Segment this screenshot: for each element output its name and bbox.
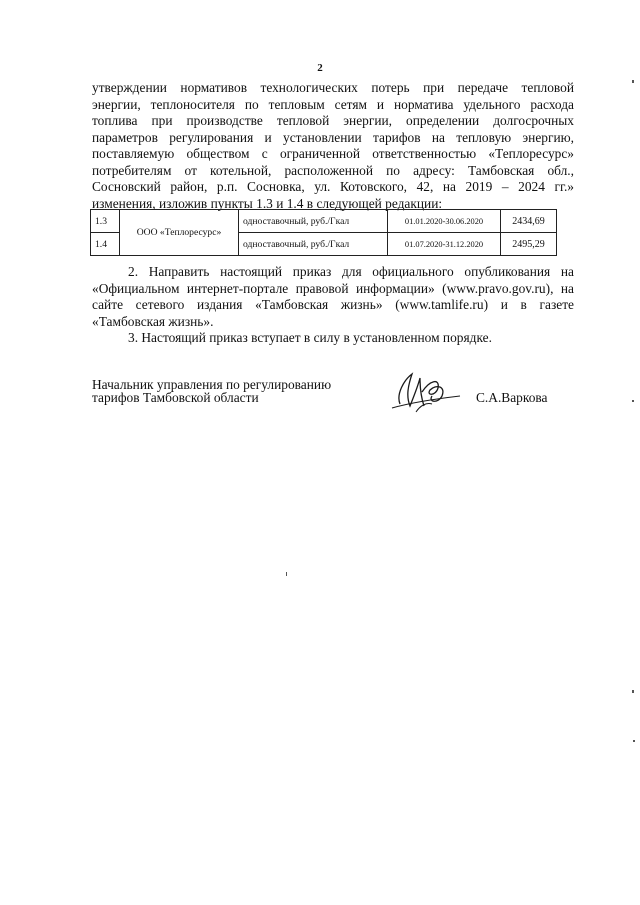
intro-line: Сосновский район, р.п. Сосновка, ул. Котовского, 42, на 2019 – 2024 гг.» <box>92 179 574 194</box>
signatory-name: С.А.Варкова <box>476 390 548 405</box>
handwritten-signature <box>386 366 466 416</box>
signatory-title-line: Начальник управления по регулированию <box>92 377 332 392</box>
intro-line: изменения, изложив пункты 1.3 и 1.4 в следующей редакции: <box>92 195 443 211</box>
signatory-title <box>92 378 331 404</box>
intro-line: потребителям от котельной, расположенной по адресу: Тамбовская обл., <box>92 162 574 178</box>
page-number: 2 <box>317 62 323 74</box>
intro-line: поставляемую обществом с ограниченной ответственностью «Теплоресурс» <box>92 146 574 161</box>
scan-artifact <box>632 80 634 83</box>
table-row <box>91 210 557 233</box>
signatory-title-line: тарифов Тамбовской области <box>92 390 259 405</box>
tariff-type: одноставочный, руб./Гкал <box>239 233 388 256</box>
paragraph-publication: 2. Направить настоящий приказ для официального опубликования на «Официальном интернет-портале правовой информации» (www.pravo.gov.ru), на сайте сетевого издания «Тамбовская жизнь» (www.tamlife.ru) и в газете «Тамбовская жизнь». <box>92 264 574 329</box>
tariff-value: 2495,29 <box>501 233 557 256</box>
tariff-table <box>90 209 557 256</box>
row-number: 1.4 <box>91 233 120 256</box>
intro-paragraph <box>92 80 574 212</box>
intro-line: энергии, теплоносителя по тепловым сетям и норматива удельного расхода <box>92 96 574 112</box>
tariff-period: 01.07.2020-31.12.2020 <box>388 233 501 256</box>
row-number: 1.3 <box>91 210 120 233</box>
tariff-value: 2434,69 <box>501 210 557 233</box>
paragraph-effective: 3. Настоящий приказ вступает в силу в установленном порядке. <box>128 330 492 345</box>
tariff-period: 01.01.2020-30.06.2020 <box>388 210 501 233</box>
tariff-type: одноставочный, руб./Гкал <box>239 210 388 233</box>
intro-line: параметров регулирования и установлении тарифов на тепловую энергию, <box>92 129 574 145</box>
scan-artifact <box>632 690 634 693</box>
intro-line: утверждении нормативов технологических потерь при передаче тепловой <box>92 80 574 95</box>
scan-artifact <box>633 740 635 742</box>
scan-artifact <box>286 572 287 576</box>
organization-cell: ООО «Теплоресурс» <box>120 210 239 256</box>
scan-artifact <box>632 400 634 402</box>
intro-line: топлива при производстве тепловой энергии, определении долгосрочных <box>92 113 574 128</box>
